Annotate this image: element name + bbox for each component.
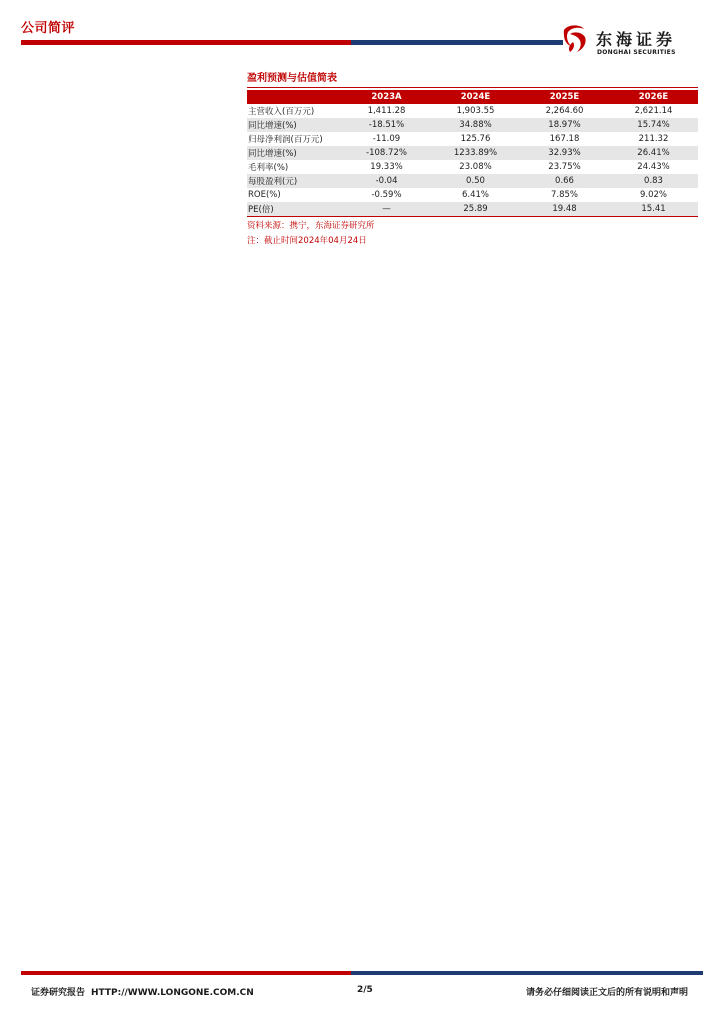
table-cell: 23.75% <box>548 162 581 172</box>
report-type-label: 证券研究报告 <box>31 988 86 998</box>
table-cell: 0.50 <box>431 174 520 188</box>
logo-english-text: DONGHAI SECURITIES <box>597 49 676 56</box>
header-rule <box>21 40 563 45</box>
table-cell: 2,621.14 <box>634 106 673 116</box>
table-cell: -0.59% <box>371 190 402 200</box>
table-row <box>247 146 698 160</box>
row-label: 同比增速(%) <box>247 118 342 132</box>
row-label: 归母净利润(百万元) <box>248 135 323 145</box>
table-cell: 32.93% <box>520 146 609 160</box>
logo-chinese-text: 东海证券 <box>596 30 677 49</box>
row-label: ROE(%) <box>248 190 281 200</box>
table-cell: -11.09 <box>372 134 401 144</box>
table-cell: 6.41% <box>461 190 489 200</box>
page-number: 2/5 <box>357 985 373 995</box>
table-cell: 25.89 <box>431 202 520 217</box>
footer-rule <box>21 971 703 975</box>
table-cell: 1,411.28 <box>367 106 406 116</box>
column-header: 2026E <box>609 90 698 104</box>
row-label: PE(倍) <box>247 202 342 217</box>
row-label: 同比增速(%) <box>247 146 342 160</box>
row-label: 毛利率(%) <box>248 163 289 173</box>
table-cell: 19.33% <box>370 162 403 172</box>
table-cell: 15.41 <box>609 202 698 217</box>
table-cell: 211.32 <box>638 134 669 144</box>
source-note: 资料来源：携宁，东海证券研究所 <box>247 221 375 231</box>
footer-rule-navy <box>351 971 703 975</box>
table-row <box>247 118 698 132</box>
header-rule-red <box>21 40 351 45</box>
table-cell: -18.51% <box>342 118 431 132</box>
column-header <box>247 90 342 104</box>
footer-rule-red <box>21 971 351 975</box>
table-cell: 23.08% <box>459 162 492 172</box>
table-cell: 7.85% <box>550 190 578 200</box>
date-note: 注：截止时间2024年04月24日 <box>247 236 367 246</box>
table-cell: 9.02% <box>639 190 667 200</box>
table-cell: -108.72% <box>342 146 431 160</box>
company-logo <box>558 22 708 56</box>
row-label: 每股盈利(元) <box>247 174 342 188</box>
table-row <box>247 160 698 174</box>
table-title: 盈利预测与估值简表 <box>247 73 337 84</box>
forecast-table-section <box>247 72 698 249</box>
table-cell: 2,264.60 <box>545 106 584 116</box>
table-cell: 0.83 <box>609 174 698 188</box>
table-cell: 0.66 <box>520 174 609 188</box>
row-label: 主营收入(百万元) <box>248 107 315 117</box>
table-cell: 19.48 <box>520 202 609 217</box>
dragon-logo-icon <box>558 22 592 56</box>
table-header-row <box>247 90 698 104</box>
header-rule-navy <box>351 40 563 45</box>
disclaimer-text: 请务必仔细阅读正文后的所有说明和声明 <box>525 988 688 998</box>
table-cell: 125.76 <box>460 134 491 144</box>
table-cell: 34.88% <box>431 118 520 132</box>
table-row <box>247 188 698 202</box>
column-header: 2025E <box>520 90 609 104</box>
table-cell: 26.41% <box>609 146 698 160</box>
table-cell: 18.97% <box>520 118 609 132</box>
forecast-table <box>247 90 698 217</box>
table-title-rule <box>247 87 698 88</box>
table-cell: 167.18 <box>549 134 580 144</box>
table-row <box>247 174 698 188</box>
table-cell: -0.04 <box>342 174 431 188</box>
table-cell: 1,903.55 <box>456 106 495 116</box>
table-cell: — <box>342 202 431 217</box>
table-row <box>247 104 698 118</box>
table-cell: 24.43% <box>637 162 670 172</box>
column-header: 2023A <box>342 90 431 104</box>
table-cell: 1233.89% <box>431 146 520 160</box>
table-row <box>247 132 698 146</box>
column-header: 2024E <box>431 90 520 104</box>
footer-left <box>31 985 254 998</box>
table-row <box>247 202 698 217</box>
section-title: 公司简评 <box>21 21 76 36</box>
table-cell: 15.74% <box>609 118 698 132</box>
website-link[interactable]: HTTP://WWW.LONGONE.COM.CN <box>91 988 254 998</box>
